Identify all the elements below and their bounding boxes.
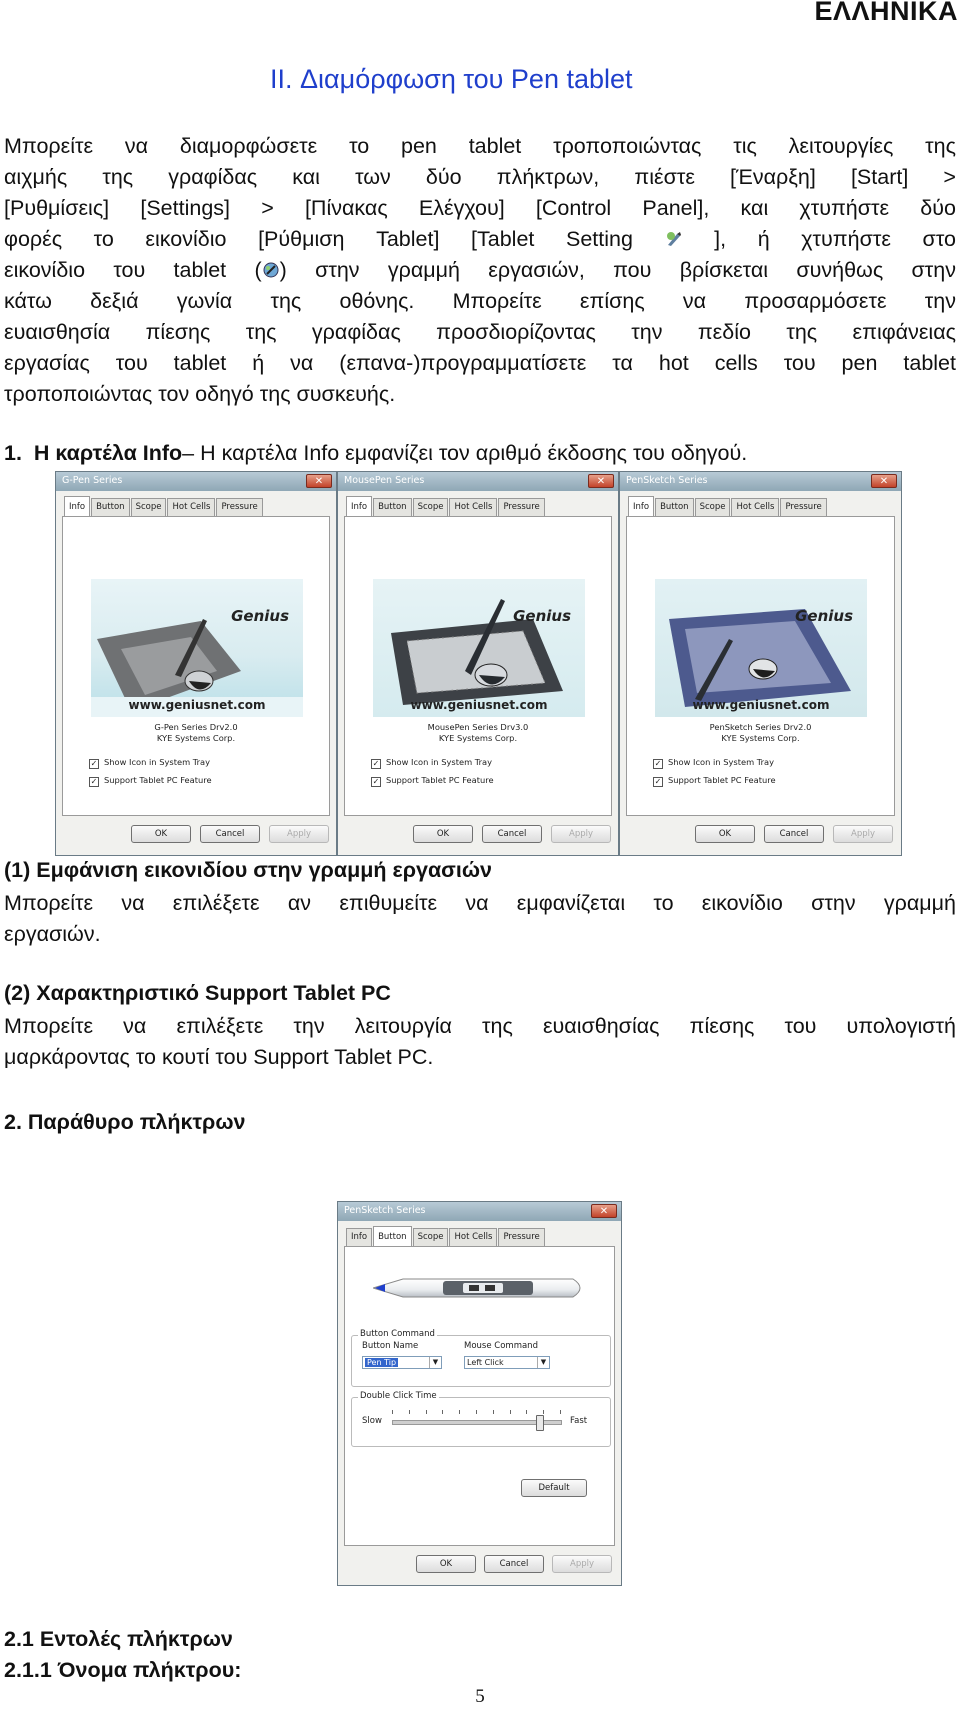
dialog-title: PenSketch Series [344,1205,426,1216]
slider-tick [560,1410,561,1414]
info-section-heading [4,441,747,466]
tab-info[interactable]: Info [346,496,372,516]
tab-pressure[interactable]: Pressure [498,498,544,516]
show-tray-checkbox[interactable]: ✓ Show Icon in System Tray [90,757,211,768]
apply-button[interactable]: Apply [552,1555,612,1573]
info-section-bold: Η καρτέλα Info [33,441,183,465]
website-url: www.geniusnet.com [410,698,548,712]
dialog-tabs [628,498,828,516]
support-tablet-checkbox[interactable]: ✓ Support Tablet PC Feature [372,775,494,786]
cancel-button[interactable]: Cancel [482,825,542,843]
dialog-titlebar [620,472,901,491]
section2-heading: 2. Παράθυρο πλήκτρων [4,1110,246,1134]
tab-info[interactable]: Info [64,496,90,516]
tab-button[interactable]: Button [655,498,693,516]
button-command-group [351,1329,611,1387]
driver-version: PenSketch Series Drv2.0 [709,722,812,732]
group-label: Button Command [360,1329,435,1339]
checkbox-checked-icon: ✓ [372,759,380,768]
dialog-titlebar [338,472,618,491]
dialog-tabs [346,1228,546,1246]
default-button[interactable]: Default [521,1479,587,1497]
tab-scope[interactable]: Scope [695,498,731,516]
slider-tick [493,1410,494,1414]
feature1-paragraph [4,888,956,950]
intro-line: εικονίδιο του tablet ( ) στην γραμμή εργασιών, που βρίσκεται συνήθως στην [4,258,956,282]
intro-line: τροποποιώντας τον οδηγό της συσκευής. [4,382,396,406]
close-icon[interactable]: ✕ [591,1204,617,1218]
mouse-command-label: Mouse Command [464,1341,538,1351]
intro-line: Μπορείτε να διαμορφώσετε το pen tablet τροποποιώντας τις λειτουργίες της [4,134,956,158]
cancel-button[interactable]: Cancel [200,825,260,843]
checkbox-checked-icon: ✓ [90,759,98,768]
tab-pressure[interactable]: Pressure [780,498,826,516]
slider-tick [409,1410,410,1414]
company-name: KYE Systems Corp. [156,733,236,743]
tab-scope[interactable]: Scope [131,498,167,516]
subsection-2-1: 2.1 Εντολές πλήκτρων [4,1627,233,1651]
genius-logo: Genius [231,607,289,625]
ok-button[interactable]: OK [416,1555,476,1573]
tab-button[interactable]: Button [373,498,411,516]
intro-line: εργασίας του tablet ή να (επανα-)προγραμματίσετε τα hot cells του pen tablet [4,351,956,375]
tab-hot-cells[interactable]: Hot Cells [167,498,215,516]
dialog-title: PenSketch Series [626,475,708,486]
feature1-heading: (1) Εμφάνιση εικονιδίου στην γραμμή εργασιών [4,858,492,882]
tablet-tray-icon [262,261,280,279]
slider-tick [510,1410,511,1414]
tab-scope[interactable]: Scope [413,498,449,516]
close-icon[interactable]: ✕ [588,474,614,488]
product-image [655,579,867,717]
intro-line: ευαισθησία πίεσης της γραφίδας προσδιορίζοντας την πεδίο της επιφάνειας [4,320,956,344]
website-url: www.geniusnet.com [128,698,266,712]
language-label: ΕΛΛΗΝΙΚΑ [814,0,958,26]
tablet-illustration [91,579,303,717]
tab-scope[interactable]: Scope [413,1228,449,1246]
slider-tick [442,1410,443,1414]
tab-pressure[interactable]: Pressure [498,1228,544,1246]
ok-button[interactable]: OK [695,825,755,843]
checkbox-checked-icon: ✓ [372,777,380,786]
slow-label: Slow [362,1416,382,1426]
product-image [373,579,585,717]
feature2-heading: (2) Χαρακτηριστικό Support Tablet PC [4,981,391,1005]
show-tray-checkbox[interactable]: ✓ Show Icon in System Tray [654,757,775,768]
double-click-slider[interactable] [392,1420,562,1425]
genius-logo: Genius [795,607,853,625]
support-tablet-checkbox[interactable]: ✓ Support Tablet PC Feature [654,775,776,786]
info-panel [62,516,330,816]
company-name: KYE Systems Corp. [438,733,518,743]
button-name-label: Button Name [362,1341,419,1351]
slider-thumb[interactable] [536,1415,544,1431]
intro-line: αιχμής της γραφίδας και των δύο πλήκτρων, πιέστε [Έναρξη] [Start] > [4,165,956,189]
apply-button[interactable]: Apply [269,825,329,843]
page-number: 5 [475,1686,485,1707]
intro-paragraph [4,131,956,410]
support-tablet-checkbox[interactable]: ✓ Support Tablet PC Feature [90,775,212,786]
apply-button[interactable]: Apply [551,825,611,843]
genius-logo: Genius [513,607,571,625]
double-click-group [351,1391,611,1447]
fast-label: Fast [570,1416,588,1426]
checkbox-checked-icon: ✓ [654,777,662,786]
dialog-title: G-Pen Series [62,475,123,486]
feature2-paragraph [4,1011,956,1073]
mouse-command-select[interactable]: Left Click ▼ [464,1356,550,1369]
dialog-titlebar [338,1202,621,1221]
button-dialog [337,1201,622,1586]
checkbox-checked-icon: ✓ [90,777,98,786]
section-title: II. Διαμόρφωση του Pen tablet [270,64,633,94]
slider-tick [476,1410,477,1414]
website-url: www.geniusnet.com [692,698,830,712]
pen-illustration [373,1261,589,1315]
ok-button[interactable]: OK [131,825,191,843]
info-panel [626,516,895,816]
product-image [91,579,303,717]
ok-button[interactable]: OK [413,825,473,843]
tablet-setting-icon [665,230,683,248]
info-section-text: – Η καρτέλα Info εμφανίζει τον αριθμό έκδοσης του οδηγού. [182,441,748,465]
intro-line: [Ρυθμίσεις] [Settings] > [Πίνακας Ελέγχου] [Control Panel], και χτυπήστε δύο [4,196,956,220]
chevron-down-icon: ▼ [429,1357,441,1368]
driver-version: G-Pen Series Drv2.0 [154,722,238,732]
info-section-number: 1. [4,441,22,465]
tab-button[interactable]: Button [373,1226,411,1246]
show-tray-checkbox[interactable]: ✓ Show Icon in System Tray [372,757,493,768]
dialog-tabs [346,498,546,516]
close-icon[interactable]: ✕ [871,474,897,488]
slider-tick [392,1410,393,1414]
button-name-select[interactable]: Pen Tip ▼ [362,1356,442,1369]
group-label: Double Click Time [360,1391,437,1401]
tab-info[interactable]: Info [628,496,654,516]
g-pen-dialog [55,471,337,856]
button-panel [344,1246,615,1546]
dialog-title: MousePen Series [344,475,425,486]
feature2-line: Μπορείτε να επιλέξετε την λειτουργία της ευαισθησίας πίεσης του υπολογιστή [4,1014,956,1038]
slider-ticks [392,1410,560,1416]
intro-line: φορές το εικονίδιο [Ρύθμιση Tablet] [Tablet Setting ], ή χτυπήστε στο [4,227,956,251]
tab-info[interactable]: Info [346,1228,372,1246]
subsection-2-1-1: 2.1.1 Όνομα πλήκτρου: [4,1658,242,1682]
slider-tick [426,1410,427,1414]
tablet-illustration [655,579,867,717]
info-dialogs-figure [55,471,902,856]
slider-tick [459,1410,460,1414]
mousepen-dialog [337,471,619,856]
dialog-titlebar [56,472,336,491]
dialog-tabs [64,498,264,516]
company-name: KYE Systems Corp. [721,733,800,743]
apply-button[interactable]: Apply [833,825,893,843]
tab-hot-cells[interactable]: Hot Cells [449,1228,497,1246]
chevron-down-icon: ▼ [537,1357,549,1368]
feature1-line: Μπορείτε να επιλέξετε αν επιθυμείτε να εμφανίζεται το εικονίδιο στην γραμμή [4,891,956,915]
slider-tick [543,1410,544,1414]
tab-hot-cells[interactable]: Hot Cells [731,498,779,516]
intro-line: κάτω δεξιά γωνία της οθόνης. Μπορείτε επίσης να προσαρμόσετε την [4,289,956,313]
cancel-button[interactable]: Cancel [484,1555,544,1573]
tab-button[interactable]: Button [91,498,129,516]
tab-hot-cells[interactable]: Hot Cells [449,498,497,516]
tablet-illustration [373,579,585,717]
close-icon[interactable]: ✕ [306,474,332,488]
cancel-button[interactable]: Cancel [764,825,824,843]
feature2-line: μαρκάροντας το κουτί του Support Tablet PC. [4,1045,434,1069]
checkbox-checked-icon: ✓ [654,759,662,768]
driver-version: MousePen Series Drv3.0 [427,722,529,732]
slider-tick [526,1410,527,1414]
pensketch-dialog [619,471,902,856]
info-panel [344,516,612,816]
feature1-line: εργασιών. [4,922,101,946]
tab-pressure[interactable]: Pressure [216,498,262,516]
